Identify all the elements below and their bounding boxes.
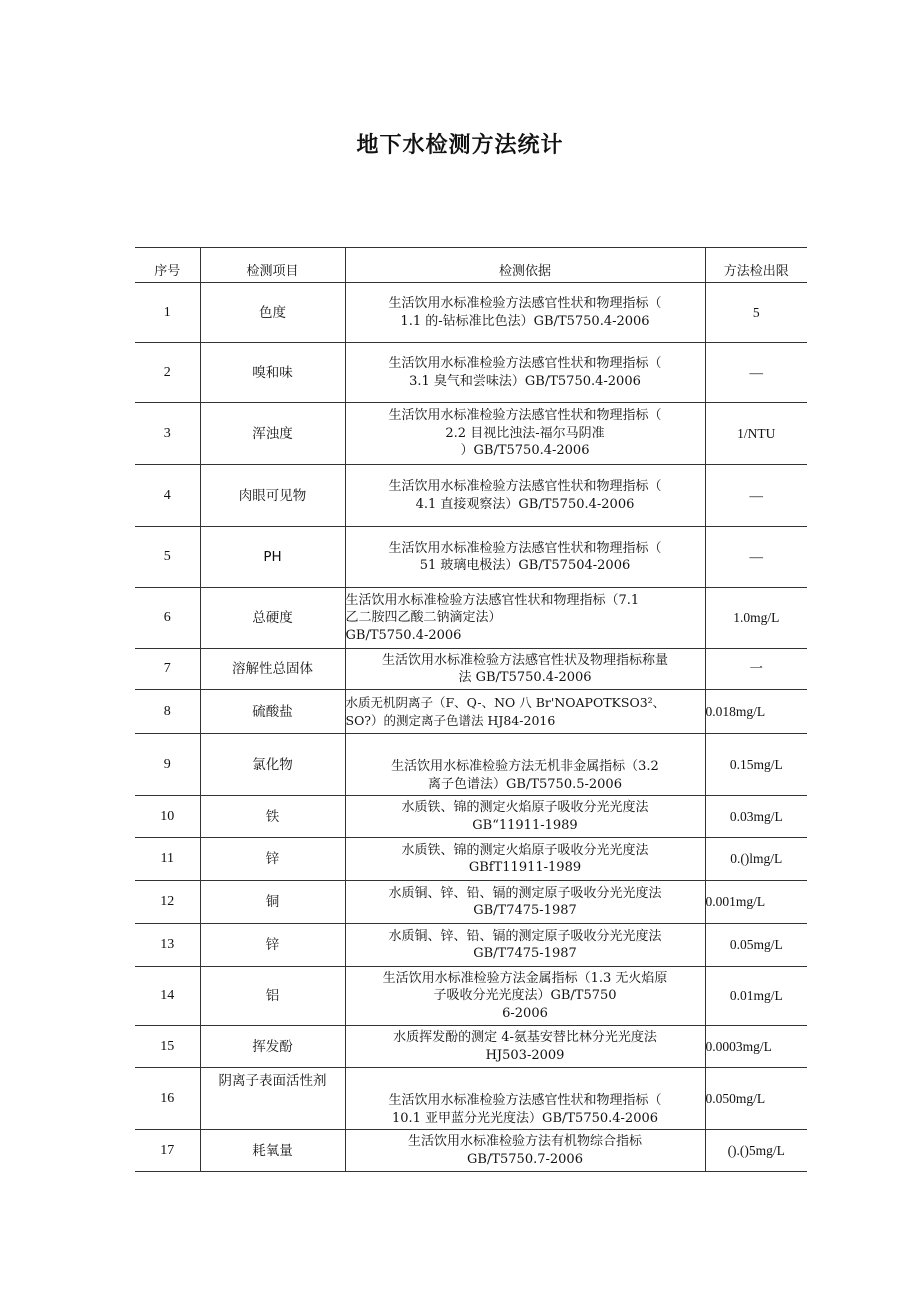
row-basis-text: 水质铁、锦的测定火焰原子吸收分光光度法 GBfT11911-1989	[401, 842, 649, 875]
row-basis	[345, 838, 705, 881]
row-item: 氯化物	[200, 734, 345, 796]
row-basis-text: 生活饮用水标准检验方法有机物综合指标 GB/T5750.7-2006	[407, 1134, 642, 1167]
row-limit: 1.0mg/L	[705, 588, 807, 649]
table-row	[135, 527, 807, 588]
row-index: 7	[135, 649, 200, 690]
row-basis-text: 生活饮用水标准检验方法感官性状和物理指标（ 1.1 的-钻标准比色法）GB/T5750.4-2006	[388, 296, 662, 329]
row-limit: 5	[705, 283, 807, 343]
row-basis	[345, 283, 705, 343]
table-row	[135, 881, 807, 924]
row-limit: —	[705, 527, 807, 588]
row-basis	[345, 796, 705, 838]
row-basis	[345, 881, 705, 924]
row-limit: 0.05mg/L	[705, 924, 807, 967]
row-limit: 0.()lmg/L	[705, 838, 807, 881]
row-basis-text: 水质挥发酚的测定 4-氨基安替比林分光光度法 HJ503-2009	[393, 1030, 657, 1063]
row-basis-text: 生活饮用水标准检验方法感官性状和物理指标（ 2.2 目视比浊法-福尔马阴准 ）GB/T5750.4-2006	[388, 408, 662, 459]
row-basis-text: 水质铜、锌、铅、镉的测定原子吸收分光光度法 GB/T7475-1987	[388, 928, 662, 961]
row-index: 14	[135, 967, 200, 1026]
row-item: 嗅和味	[200, 343, 345, 403]
row-basis-text: 水质无机阴离子（F、Q-、NO 八 Br'NOAPOTKSO3²、 SO?）的测定离子色谱法 HJ84-2016	[345, 695, 666, 728]
row-limit: 1/NTU	[705, 403, 807, 465]
table-row	[135, 649, 807, 690]
row-limit: 0.018mg/L	[705, 690, 807, 734]
table-row	[135, 283, 807, 343]
row-item: 铁	[200, 796, 345, 838]
row-index: 9	[135, 734, 200, 796]
row-item: 阴离子表面活性剂	[200, 1068, 345, 1130]
row-index: 6	[135, 588, 200, 649]
table-row	[135, 838, 807, 881]
row-basis-text: 水质铁、锦的测定火焰原子吸收分光光度法 GB“11911-1989	[401, 800, 649, 833]
row-index: 16	[135, 1068, 200, 1130]
table-row	[135, 690, 807, 734]
row-index: 4	[135, 465, 200, 527]
row-limit: 一	[705, 649, 807, 690]
row-basis-text: 生活饮用水标准检验方法金属指标（1.3 无火焰原 子吸收分光光度法）GB/T5750 6-2006	[382, 970, 668, 1021]
table-row	[135, 1068, 807, 1130]
row-item: PH	[200, 527, 345, 588]
row-item: 锌	[200, 924, 345, 967]
row-item: 铝	[200, 967, 345, 1026]
row-limit: —	[705, 343, 807, 403]
table-row	[135, 465, 807, 527]
table-row	[135, 796, 807, 838]
row-basis-text: 生活饮用水标准检验方法感官性状和物理指标（7.1 乙二胺四乙酸二钠滴定法） GB/T5750.4-2006	[345, 592, 640, 643]
row-limit: —	[705, 465, 807, 527]
row-basis	[345, 343, 705, 403]
row-index: 17	[135, 1130, 200, 1172]
table-row	[135, 403, 807, 465]
row-basis-text: 生活饮用水标准检验方法感官性状和物理指标（ 10.1 亚甲蓝分光光度法）GB/T5750.4-2006	[388, 1093, 662, 1126]
header-basis: 检测依据	[345, 248, 705, 283]
table-row	[135, 1026, 807, 1068]
row-index: 1	[135, 283, 200, 343]
row-basis-text: 生活饮用水标准检验方法感官性状和物理指标（ 4.1 直接观察法）GB/T5750.4-2006	[388, 479, 662, 512]
header-index: 序号	[135, 248, 200, 283]
table-row	[135, 734, 807, 796]
table-row	[135, 924, 807, 967]
row-index: 3	[135, 403, 200, 465]
row-basis	[345, 527, 705, 588]
row-limit: 0.001mg/L	[705, 881, 807, 924]
row-basis	[345, 588, 705, 649]
row-limit: 0.15mg/L	[705, 734, 807, 796]
methods-table	[135, 247, 807, 1172]
table-row	[135, 343, 807, 403]
row-index: 13	[135, 924, 200, 967]
row-item: 硫酸盐	[200, 690, 345, 734]
row-limit: 0.050mg/L	[705, 1068, 807, 1130]
row-index: 2	[135, 343, 200, 403]
row-limit: 0.01mg/L	[705, 967, 807, 1026]
row-item: 溶解性总固体	[200, 649, 345, 690]
row-item: 浑浊度	[200, 403, 345, 465]
header-item: 检测项目	[200, 248, 345, 283]
row-index: 10	[135, 796, 200, 838]
row-basis	[345, 1068, 705, 1130]
row-item: 肉眼可见物	[200, 465, 345, 527]
row-basis	[345, 967, 705, 1026]
row-basis	[345, 649, 705, 690]
row-basis	[345, 1026, 705, 1068]
page-title: 地下水检测方法统计	[356, 133, 564, 158]
row-item: 色度	[200, 283, 345, 343]
row-limit: ().()5mg/L	[705, 1130, 807, 1172]
row-basis	[345, 924, 705, 967]
row-basis	[345, 403, 705, 465]
row-index: 12	[135, 881, 200, 924]
row-item: 耗氧量	[200, 1130, 345, 1172]
row-basis-text: 生活饮用水标准检验方法感官性状和物理指标（ 3.1 臭气和尝味法）GB/T5750.4-2006	[388, 356, 662, 389]
row-index: 5	[135, 527, 200, 588]
row-index: 8	[135, 690, 200, 734]
row-index: 15	[135, 1026, 200, 1068]
row-item: 锌	[200, 838, 345, 881]
row-limit: 0.0003mg/L	[705, 1026, 807, 1068]
row-basis	[345, 734, 705, 796]
row-basis	[345, 1130, 705, 1172]
row-item: 总硬度	[200, 588, 345, 649]
row-item: 挥发酚	[200, 1026, 345, 1068]
header-limit: 方法检出限	[705, 248, 807, 283]
table-row	[135, 1130, 807, 1172]
row-basis-text: 水质铜、锌、铅、镉的测定原子吸收分光光度法 GB/T7475-1987	[388, 885, 662, 918]
row-basis-text: 生活饮用水标准检验方法感官性状及物理指标称量 法 GB/T5750.4-2006	[381, 652, 668, 685]
row-basis-text: 生活饮用水标准检验方法无机非金属指标（3.2 离子色谱法）GB/T5750.5-2006	[391, 759, 659, 792]
table-row	[135, 967, 807, 1026]
row-limit: 0.03mg/L	[705, 796, 807, 838]
row-index: 11	[135, 838, 200, 881]
table-row	[135, 588, 807, 649]
table-header-row	[135, 248, 807, 283]
row-basis-text: 生活饮用水标准检验方法感官性状和物理指标（ 51 玻璃电极法）GB/T57504-2006	[388, 540, 662, 573]
row-basis	[345, 465, 705, 527]
row-basis	[345, 690, 705, 734]
row-item: 铜	[200, 881, 345, 924]
